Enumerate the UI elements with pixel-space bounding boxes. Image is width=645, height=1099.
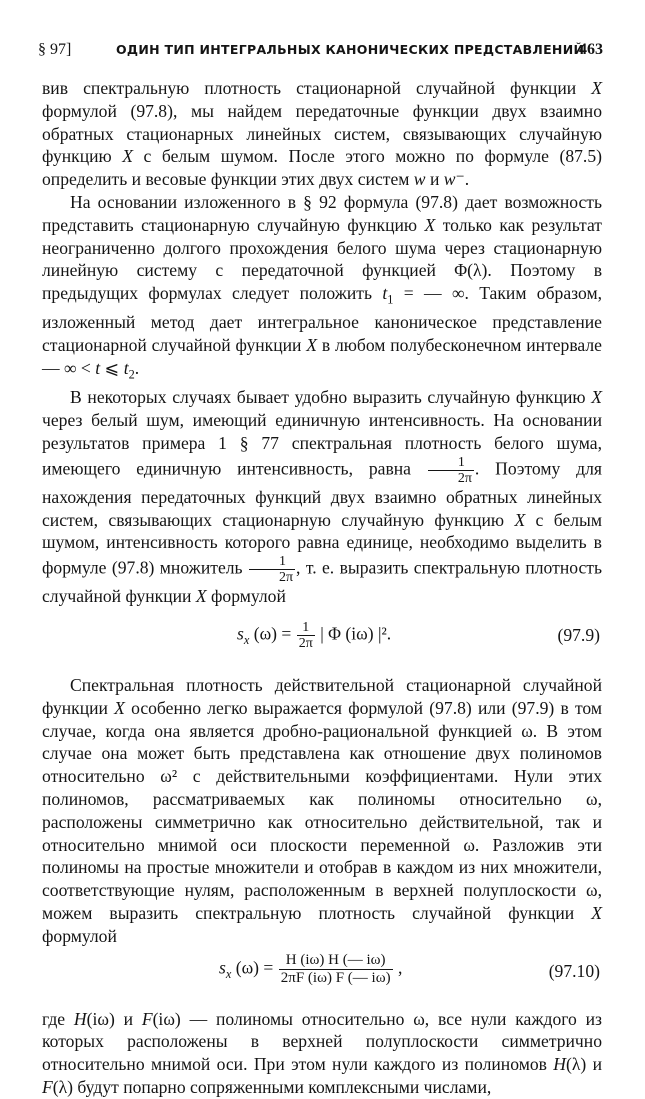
paragraph-2: На основании изложенного в § 92 формула (97.8) дает возможность представить стационарную случайную функцию X только как результат неограниченно долгого прохождения белого шума через стационарную линейную систему с передаточной функцией Φ(λ). Поэтому в предыдущих формулах следует положить $t_1$ = — ∞. Таким образом, изложенный метод дает интегральное каноническое представление стационарной случайной функции X в любом полубесконечном интервале — ∞ < t ⩽ $t_2$.: [42, 191, 602, 382]
equation-97-10: $s_x$ (ω) = $\frac{H (i\omega) H (— i\omega)}{2\pi F (i\omega) F (— i\omega)}$ , (97.10): [219, 951, 600, 986]
header-title: ОДИН ТИП ИНТЕГРАЛЬНЫХ КАНОНИЧЕСКИХ ПРЕДСТАВЛЕНИЙ: [116, 42, 585, 57]
running-header: [38, 38, 603, 62]
page-body: [42, 77, 602, 1099]
paragraph-5: где H(iω) и F(iω) — полиномы относительно ω, все нули каждого из которых расположены в верхней полуплоскости симметрично относительно мнимой оси. При этом нули каждого из полиномов H(λ) и F(λ) будут попарно сопряженными комплексными числами,: [42, 1008, 603, 1097]
equation-97-9: $s_x$ (ω) = $\frac{1}{2\pi}$ | Φ (iω) |². (97.9): [237, 619, 600, 651]
equation-number: (97.10): [548, 960, 600, 981]
equation-number: (97.9): [557, 624, 600, 645]
paragraph-3: В некоторых случаях бывает удобно выразить случайную функцию X через белый шум, имеющий единичную интенсивность. На основании результатов примера 1 § 77 спектральная плотность белого шума, имеющего единичную интенсивность, равна $\frac{1}{2\pi}$ . Поэтому для нахождения передаточных функций двух взаимно обратных линейных систем, связывающих стационарную случайную функцию X с белым шумом, интенсивность которого равна единице, необходимо выделить в формуле (97.8) множитель $\frac{1}{2\pi}$ , т. е. выразить спектральную плотность случайной функции X формулой: [42, 387, 602, 607]
paragraph-1: вив спектральную плотность стационарной случайной функции X формулой (97.8), мы найдем передаточные функции двух взаимно обратных стационарных линейных систем, связывающих случайную функцию X с белым шумом. После этого можно по формуле (87.5) определить и весовые функции этих двух систем w и w⁻.: [42, 78, 602, 190]
fraction-one-over-two-pi: $\frac{1}{2\pi}$: [428, 455, 474, 486]
paragraph-4: Спектральная плотность действительной стационарной случайной функции X особенно легко выражается формулой (97.8) или (97.9) в том случае, когда она является дробно-рациональной функцией ω. В этом случае она может быть представлена как отношение двух полиномов относительно ω² с действительными коэффициентами. Нули этих полиномов, рассматриваемых как полиномы относительно ω, расположены симметрично как относительно действительной, так и относительно мнимой оси плоскости переменной ω. Разложив эти полиномы на простые множители и отобрав в каждом из них множители, соответствующие нулям, расположенным в верхней полуплоскости ω, можем выразить спектральную плотность случайной функции X формулой: [42, 674, 602, 946]
page-number: 463: [579, 41, 603, 58]
header-section: § 97]: [38, 41, 72, 58]
fraction-one-over-two-pi: $\frac{1}{2\pi}$: [249, 554, 295, 585]
